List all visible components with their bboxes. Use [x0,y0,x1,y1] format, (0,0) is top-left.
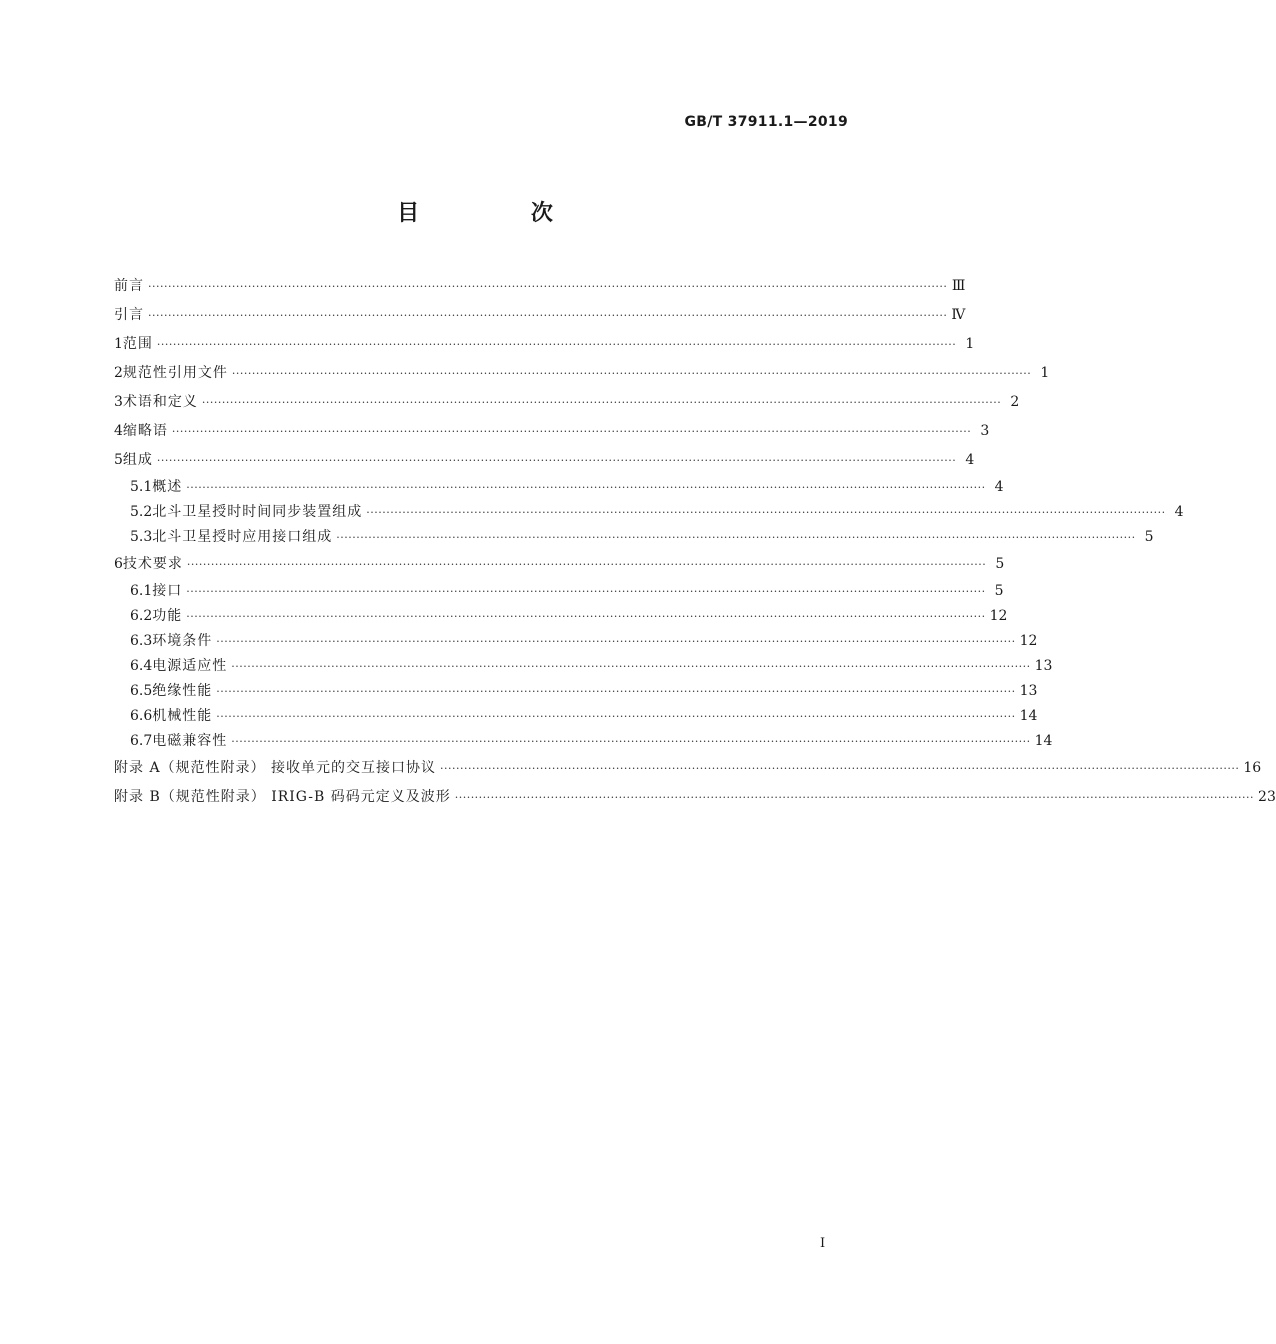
toc-entry-label: 术语和定义 [122,394,198,410]
toc-dot-leader: ········································································································································································································ [216,710,1016,723]
toc-dot-leader: ········································································································································································································ [186,558,987,571]
toc-entry-page: 14 [1034,733,1053,749]
toc-dot-leader: ········································································································································································································ [148,280,948,293]
footer-page-number: Ⅰ [820,1236,826,1251]
toc-entry-label: 附录 A（规范性附录） 接收单元的交互接口协议 [114,760,437,776]
toc-entry-number: 6.2 [130,608,153,624]
toc-entry[interactable] [114,654,1053,679]
toc-dot-leader: ········································································································································································································ [231,367,1032,380]
toc-dot-leader: ········································································································································································································ [148,309,948,322]
toc-entry-page: 2 [1010,394,1020,410]
toc-entry-page: Ⅲ [951,278,966,294]
toc-entry-page: 5 [995,556,1005,572]
toc-entry[interactable] [114,729,1053,754]
toc-entry-number: 6.4 [130,658,153,674]
toc-dot-leader: ········································································································································································································ [216,685,1016,698]
toc-entry-label: 组成 [122,452,153,468]
toc-entry-page: 12 [1019,633,1038,649]
toc-entry[interactable] [114,704,1038,729]
toc-entry-number: 3 [114,394,123,410]
toc-entry-page: 4 [965,452,975,468]
toc-entry[interactable] [114,679,1038,704]
toc-entry-label: 附录 B（规范性附录） IRIG-B 码码元定义及波形 [114,789,451,805]
page-title: 目 次 [397,201,605,226]
toc-entry-page: 13 [1019,683,1038,699]
toc-dot-leader: ········································································································································································································ [216,635,1016,648]
toc-entry-label: 绝缘性能 [152,683,213,699]
toc-entry-page: 4 [994,479,1004,495]
toc-entry-number: 2 [114,365,123,381]
toc-entry[interactable] [114,629,1038,654]
toc-dot-leader: ········································································································································································································ [366,506,1166,519]
toc-dot-leader: ········································································································································································································ [156,338,957,351]
toc-dot-leader: ········································································································································································································ [231,660,1031,673]
toc-entry-label: 技术要求 [122,556,183,572]
toc-entry-label: 概述 [152,479,183,495]
toc-entry[interactable] [114,330,975,359]
toc-entry-number: 5 [114,452,123,468]
toc-entry-page: 5 [1144,529,1154,545]
toc-entry[interactable] [114,272,966,301]
table-of-contents [114,272,1276,812]
toc-entry-number: 5.3 [130,529,153,545]
toc-entry[interactable] [114,550,1005,579]
toc-entry-number: 6 [114,556,123,572]
toc-dot-leader: ········································································································································································································ [201,396,1002,409]
standard-code: GB/T 37911.1—2019 [684,114,848,130]
toc-entry-number: 5.1 [130,479,153,495]
toc-dot-leader: ········································································································································································································ [336,531,1136,544]
toc-entry-number: 6.1 [130,583,153,599]
toc-entry[interactable] [114,446,975,475]
toc-entry[interactable] [114,475,1004,500]
toc-entry[interactable] [114,417,990,446]
toc-entry-page: 1 [965,336,975,352]
toc-entry-page: 3 [980,423,990,439]
toc-dot-leader: ········································································································································································································ [454,791,1255,804]
toc-entry-label: 规范性引用文件 [122,365,228,381]
toc-entry-number: 6.6 [130,708,153,724]
toc-entry-label: 功能 [152,608,183,624]
toc-dot-leader: ········································································································································································································ [186,610,986,623]
toc-entry[interactable] [114,604,1008,629]
toc-entry-page: 12 [989,608,1008,624]
toc-entry-page: 1 [1040,365,1050,381]
toc-entry-number: 6.3 [130,633,153,649]
toc-entry-label: 引言 [114,307,144,323]
toc-entry-page: 23 [1258,789,1276,805]
toc-entry[interactable] [114,388,1020,417]
toc-entry[interactable] [114,500,1184,525]
toc-entry-label: 范围 [122,336,153,352]
toc-entry-number: 6.7 [130,733,153,749]
toc-entry[interactable] [114,301,966,330]
toc-entry-number: 4 [114,423,123,439]
toc-entry-page: 16 [1243,760,1262,776]
toc-entry[interactable] [114,754,1262,783]
toc-entry-label: 机械性能 [152,708,213,724]
toc-entry-label: 前言 [114,278,144,294]
toc-entry-number: 6.5 [130,683,153,699]
toc-entry-page: Ⅳ [951,307,966,323]
toc-dot-leader: ········································································································································································································ [231,735,1031,748]
toc-entry[interactable] [114,359,1050,388]
toc-dot-leader: ········································································································································································································ [186,481,986,494]
toc-entry[interactable] [114,783,1276,812]
toc-entry-label: 电磁兼容性 [152,733,228,749]
toc-entry-label: 缩略语 [122,423,168,439]
toc-entry[interactable] [114,579,1004,604]
toc-entry-label: 北斗卫星授时应用接口组成 [152,529,333,545]
toc-entry[interactable] [114,525,1154,550]
toc-dot-leader: ········································································································································································································ [171,425,972,438]
toc-dot-leader: ········································································································································································································ [156,454,957,467]
toc-entry-label: 接口 [152,583,183,599]
toc-entry-page: 5 [994,583,1004,599]
toc-entry-page: 14 [1019,708,1038,724]
toc-entry-number: 1 [114,336,123,352]
toc-dot-leader: ········································································································································································································ [440,762,1240,775]
toc-entry-label: 北斗卫星授时时间同步装置组成 [152,504,363,520]
toc-dot-leader: ········································································································································································································ [186,585,986,598]
toc-entry-number: 5.2 [130,504,153,520]
toc-entry-label: 电源适应性 [152,658,228,674]
toc-entry-page: 13 [1034,658,1053,674]
toc-entry-page: 4 [1174,504,1184,520]
toc-entry-label: 环境条件 [152,633,213,649]
